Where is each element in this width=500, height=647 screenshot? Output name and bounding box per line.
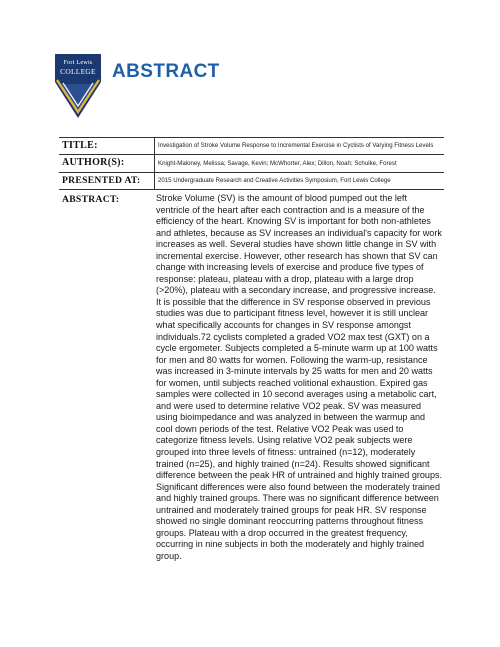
abstract-text: Stroke Volume (SV) is the amount of blood pumped out the left ventricle of the heart after each contraction and is a measure of the efficiency of the heart. Knowing SV is important for both non-athletes and athletes, because as SV increases an individual's capacity for work increases as well. Several studies have shown little change in SV with incremental exercise. However, other research has shown that SV can change with increasing levels of exercise and produce five types of response: plateau, plateau with a drop, plateau with a large drop (>20%), plateau with a secondary increase, and progressive increase. It is possible that the difference in SV response observed in previous studies was due to participant fitness level, however it is still unclear what specifically accounts for changes in SV response amongst individuals.72 cyclists completed a graded VO2 max test (GXT) on a cycle ergometer. Subjects completed a 5-minute warm up at 100 watts for men and 80 watts for women. Following the warm-up, resistance was increased in 3-minute intervals by 25 watts for men and 20 watts for women, until subjects reached volitional exhaustion. Expired gas samples were collected in 10 second averages using a metabolic cart, and were used to determine relative VO2 peak. SV was measured using bioimpedance and was analyzed in between the warmup and cool down periods of the test. Relative VO2 Peak was used to categorize fitness levels. Using relative VO2 peak subjects were grouped into three levels of fitness: untrained (n=12), moderately trained (n=25), and highly trained (n=24). Results showed significant difference between the peak HR of untrained and highly trained groups. Significant differences were also found between the moderately trained and highly trained groups. There was no significant difference between untrained and moderately trained groups for peak HR. SV response showed no single dominant reoccurring patterns throughout fitness groups. Plateau with a drop occurred in the greatest frequency, occurring in nine subjects in both the moderately and highly trained group. <box>156 193 443 561</box>
authors-value: Knight-Maloney, Melissa; Savage, Kevin; McWhorter, Alex; Dillon, Noah; Schulke, Forest <box>154 155 444 172</box>
presented-label: PRESENTED AT: <box>62 175 141 186</box>
title-label: TITLE: <box>62 140 98 151</box>
authors-row <box>59 155 444 173</box>
logo-line2: COLLEGE <box>60 67 96 76</box>
authors-label: AUTHOR(S): <box>62 157 125 168</box>
title-value: Investigation of Stroke Volume Response to Incremental Exercise in Cyclists of Varying Fitness Levels <box>154 138 444 154</box>
logo-wordmark <box>55 58 101 76</box>
page-title: ABSTRACT <box>112 61 220 82</box>
abstract-label: ABSTRACT: <box>62 194 120 205</box>
logo-line1: Fort Lewis <box>63 59 93 66</box>
presented-row <box>59 173 444 190</box>
fort-lewis-college-logo <box>55 54 101 120</box>
title-row <box>59 138 444 155</box>
abstract-form <box>59 137 444 563</box>
abstract-row <box>59 190 444 563</box>
presented-value: 2015 Undergraduate Research and Creative Activities Symposium, Fort Lewis College <box>154 173 444 189</box>
